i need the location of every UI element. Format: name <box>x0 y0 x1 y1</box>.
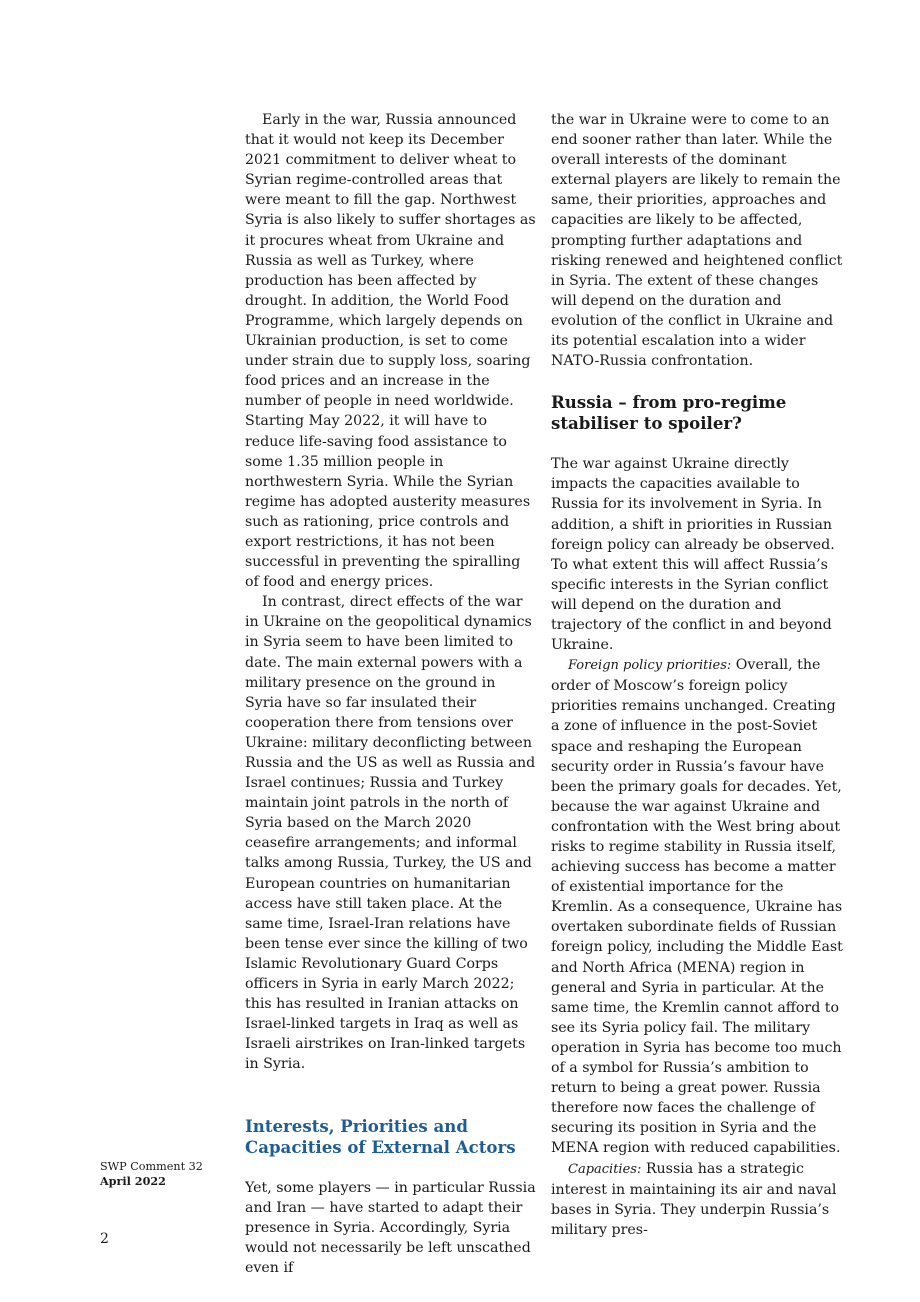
paragraph-text: Overall, the order of Moscow’s foreign policy priorities remains unchanged. Creating a zone of influence in the post-Soviet space and reshaping the European security order in Russia’s favour have been the primary goals for decades. Yet, because the war against Ukraine and confrontation with the West bring about risks to regime stability in Russia itself, achieving success has become a matter of existential importance for the Kremlin. As a consequence, Ukraine has overtaken subordinate fields of Russian foreign policy, including the Middle East and North Africa (MENA) region in general and Syria in particular. At the same time, the Kremlin cannot afford to see its Syria policy fail. The military operation in Syria has become too much of a symbol for Russia’s ambition to return to being a great power. Russia therefore now faces the challenge of securing its position in Syria and the MENA region with reduced capabilities. <box>551 657 843 1157</box>
page-number: 2 <box>100 1231 109 1247</box>
footer <box>100 1159 203 1189</box>
paragraph-text: Russia has a strategic interest in maintaining its air and naval bases in Syria. They underpin Russia’s military pres- <box>551 1160 837 1238</box>
run-in-label: Foreign policy priorities: <box>568 658 732 674</box>
body-paragraph: Yet, some players — in particular Russia and Iran — have started to adapt their presence in Syria. Accordingly, Syria would not necessarily be left unscathed even if <box>245 1179 536 1276</box>
left-column <box>245 110 537 1278</box>
right-column <box>551 110 843 1240</box>
body-paragraph: Early in the war, Russia announced that it would not keep its December 2021 commitment to deliver wheat to Syrian regime-controlled areas that were meant to fill the gap. Northwest Syria is also likely to suffer shortages as it procures wheat from Ukraine and Russia as well as Turkey, where production has been affected by drought. In addition, the World Food Programme, which largely depends on Ukrainian production, is set to come under strain due to supply loss, soaring food prices and an increase in the number of people in need worldwide. Starting May 2022, it will have to reduce life-saving food assistance to some 1.35 million people in northwestern Syria. While the Syrian regime has adopted austerity measures such as rationing, price controls and export restrictions, it has not been successful in preventing the spiralling of food and energy prices. <box>245 112 536 591</box>
body-paragraph <box>551 655 843 1158</box>
section-heading: Interests, Priorities and Capacities of External Actors <box>245 1115 516 1157</box>
body-paragraph: In contrast, direct effects of the war in Ukraine on the geopolitical dynamics in Syria seem to have been limited to date. The main external powers with a military presence on the ground in Syria have so far insulated their cooperation there from tensions over Ukraine: military deconflicting between Russia and the US as well as Russia and Israel continues; Russia and Turkey maintain joint patrols in the north of Syria based on the March 2020 ceasefire arrangements; and informal talks among Russia, Turkey, the US and European countries on humanitarian access have still taken place. At the same time, Israel-Iran relations have been tense ever since the killing of two Islamic Revolutionary Guard Corps officers in Syria in early March 2022; this has resulted in Iranian attacks on Israel-linked targets in Iraq as well as Israeli airstrikes on Iran-linked targets in Syria. <box>245 594 536 1073</box>
body-paragraph: The war against Ukraine directly impacts the capacities available to Russia for its involvement in Syria. In addition, a shift in priorities in Russian foreign policy can already be observed. To what extent this will affect Russia’s specific interests in the Syrian conflict will depend on the duration and trajectory of the conflict in and beyond Ukraine. <box>551 456 835 654</box>
subsection-heading: Russia – from pro-regime stabiliser to spoiler? <box>551 392 787 434</box>
publication-date: April 2022 <box>100 1174 166 1188</box>
body-paragraph <box>551 1159 843 1240</box>
publication-series: SWP Comment 32 <box>100 1160 203 1173</box>
body-paragraph: the war in Ukraine were to come to an end sooner rather than later. While the overall interests of the dominant external players are likely to remain the same, their priorities, approaches and capacities are likely to be affected, prompting further adaptations and risking renewed and heightened conflict in Syria. The extent of these changes will depend on the duration and evolution of the conflict in Ukraine and its potential escalation into a wider NATO-Russia confrontation. <box>551 112 843 370</box>
run-in-label: Capacities: <box>568 1161 642 1177</box>
